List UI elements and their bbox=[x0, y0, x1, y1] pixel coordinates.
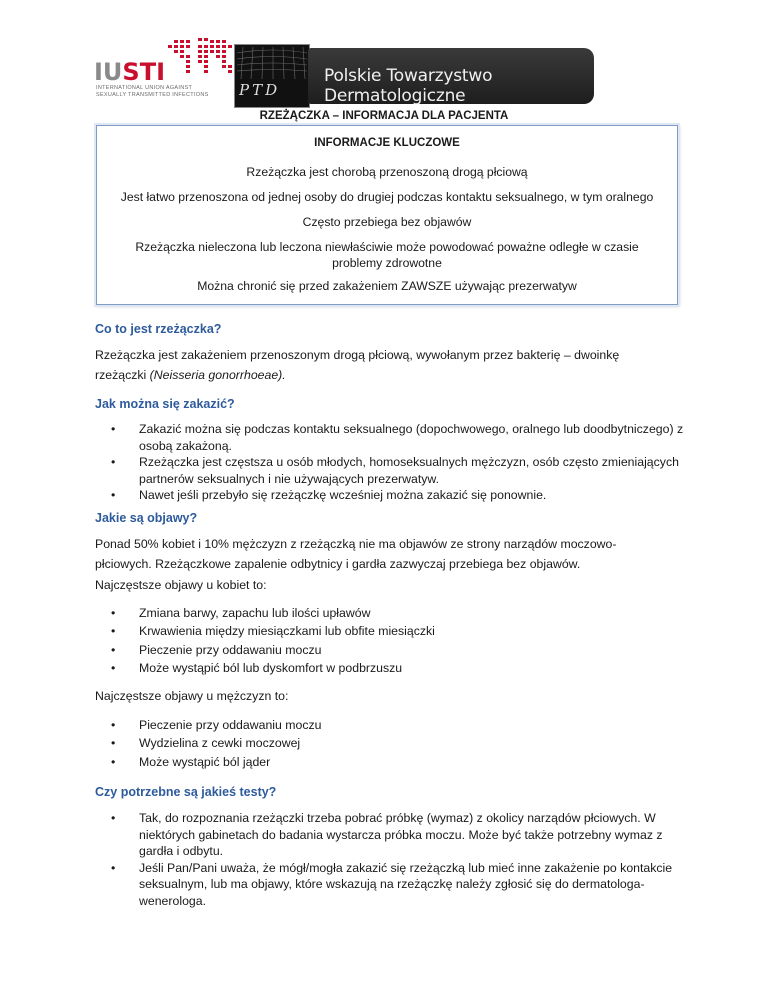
tests-list bbox=[111, 810, 691, 909]
section-paragraph-symptoms bbox=[95, 534, 685, 574]
key-info-item: Rzeżączka nieleczona lub leczona niewłaściwie może powodować poważne odległe w czasie bbox=[135, 240, 639, 254]
list-item: • Rzeżączka jest częstsza u osób młodych, homoseksualnych mężczyzn, osób często zmieniających partnerów seksualnych i nie używających prezerwatyw. bbox=[111, 454, 691, 487]
men-intro: Najczęstsze objawy u mężczyzn to: bbox=[95, 689, 289, 703]
latin-name: (Neisseria gonorrhoeae). bbox=[149, 368, 286, 382]
paragraph-line: Rzeżączka jest zakażeniem przenoszonym drogą płciową, wywołanym przez bakterię – dwoinkę bbox=[95, 348, 620, 362]
paragraph-line: rzeżączki (Neisseria gonorrhoeae). bbox=[95, 368, 286, 382]
list-item: • Wydzielina z cewki moczowej bbox=[111, 734, 691, 752]
list-item: • Jeśli Pan/Pani uważa, że mógł/mogła zakazić się rzeżączką lub mieć inne zakażenie po kontakcie seksualnym, lub ma objawy, które wskazują na rzeżączkę należy zgłosić się do dermatologa-wenerologa. bbox=[111, 860, 691, 910]
key-info-item: Jest łatwo przenoszona od jednej osoby do drugiej podczas kontaktu seksualnego, w tym oralnego bbox=[120, 190, 654, 204]
paragraph-line: płciowych. Rzeżączkowe zapalenie odbytnicy i gardła zazwyczaj przebiega bez objawów. bbox=[95, 557, 581, 571]
list-item: • Nawet jeśli przebyło się rzeżączkę wcześniej można zakazić się ponownie. bbox=[111, 487, 691, 504]
ptd-letters: PTD bbox=[239, 81, 281, 99]
list-item: • Może wystąpić ból lub dyskomfort w podbrzuszu bbox=[111, 659, 691, 677]
women-intro: Najczęstsze objawy u kobiet to: bbox=[95, 578, 267, 592]
document-title: RZEŻĄCZKA – INFORMACJA DLA PACJENTA bbox=[259, 110, 509, 122]
key-info-heading: INFORMACJE KLUCZOWE bbox=[314, 137, 460, 149]
list-item: • Zmiana barwy, zapachu lub ilości upławów bbox=[111, 604, 691, 622]
iusti-wordmark: IUSTI bbox=[94, 58, 166, 86]
section-heading-how: Jak można się zakazić? bbox=[95, 397, 235, 411]
paragraph-line: Ponad 50% kobiet i 10% mężczyzn z rzeżączką nie ma objawów ze strony narządów moczowo- bbox=[95, 537, 617, 551]
iusti-subtitle: INTERNATIONAL UNION AGAINST SEXUALLY TRANSMITTED INFECTIONS bbox=[96, 85, 209, 98]
iusti-logo bbox=[94, 36, 244, 98]
key-info-item: problemy zdrowotne bbox=[332, 256, 442, 270]
key-info-item: Często przebiega bez objawów bbox=[302, 215, 472, 229]
list-item: • Pieczenie przy oddawaniu moczu bbox=[111, 641, 691, 659]
how-list bbox=[111, 421, 691, 504]
list-item: • Tak, do rozpoznania rzeżączki trzeba pobrać próbkę (wymaz) z okolicy narządów płciowych. W niektórych gabinetach do badania wystarcza próbka moczu. Może być także potrzebny wymaz z gardła i odbytu. bbox=[111, 810, 691, 860]
ptd-banner bbox=[308, 48, 594, 104]
section-paragraph-what bbox=[95, 345, 685, 385]
list-item: • Może wystąpić ból jąder bbox=[111, 753, 691, 771]
section-heading-what: Co to jest rzeżączka? bbox=[95, 322, 222, 336]
ptd-banner-text: Polskie Towarzystwo Dermatologiczne bbox=[324, 66, 493, 106]
ptd-logo-emblem bbox=[234, 44, 310, 108]
world-map-grid-icon bbox=[154, 36, 238, 80]
list-item: • Pieczenie przy oddawaniu moczu bbox=[111, 716, 691, 734]
list-item: • Krwawienia między miesiączkami lub obfite miesiączki bbox=[111, 622, 691, 640]
list-item: • Zakazić można się podczas kontaktu seksualnego (dopochwowego, oralnego lub doodbytniczego) z osobą zakażoną. bbox=[111, 421, 691, 454]
women-symptoms-list bbox=[111, 604, 691, 677]
section-heading-tests: Czy potrzebne są jakieś testy? bbox=[95, 785, 277, 799]
key-info-item: Można chronić się przed zakażeniem ZAWSZE używając prezerwatyw bbox=[197, 279, 577, 293]
section-heading-symptoms: Jakie są objawy? bbox=[95, 511, 198, 525]
key-info-box bbox=[96, 125, 678, 305]
men-symptoms-list bbox=[111, 716, 691, 771]
key-info-item: Rzeżączka jest chorobą przenoszoną drogą płciową bbox=[246, 165, 528, 179]
